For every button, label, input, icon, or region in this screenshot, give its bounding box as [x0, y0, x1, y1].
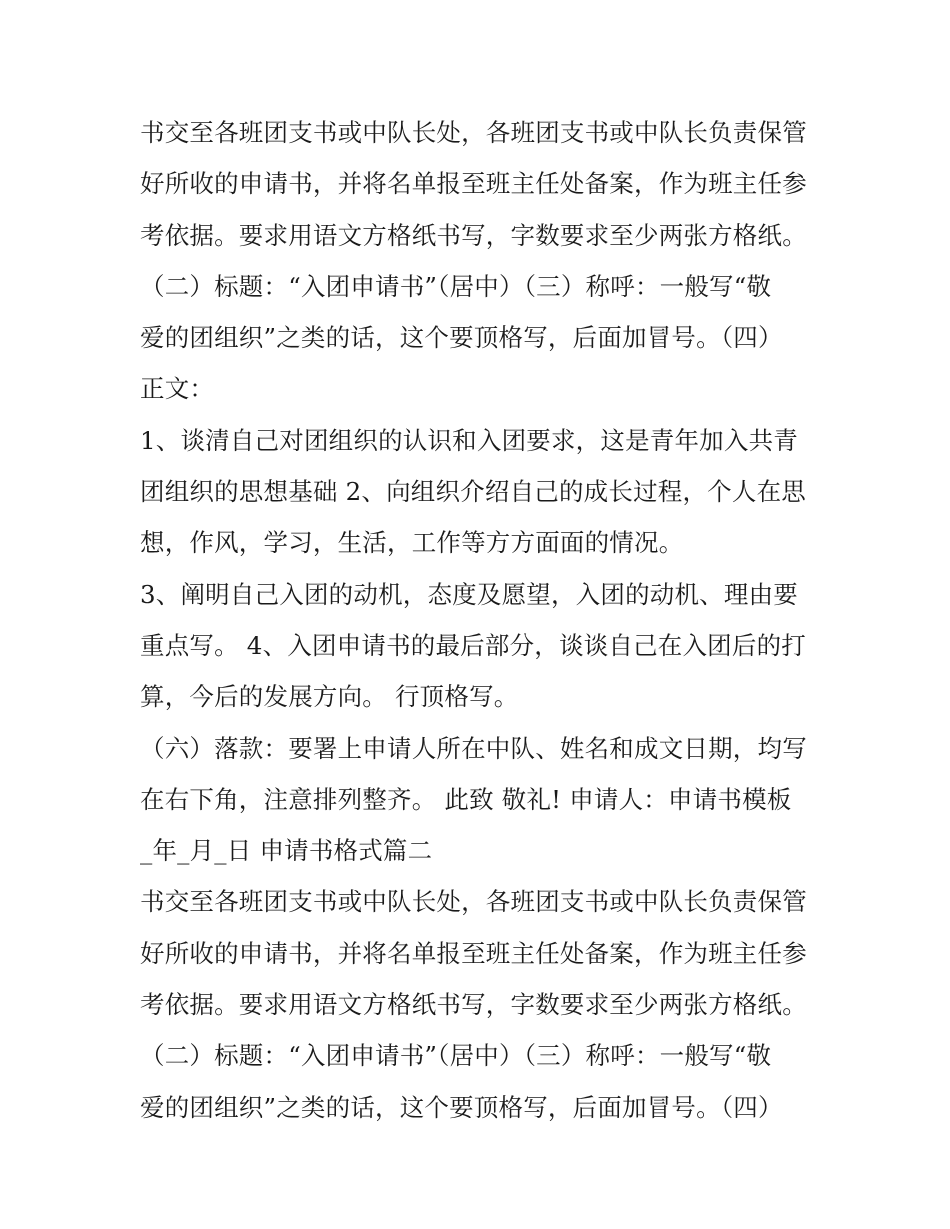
- text-line-3: 考依据。要求用语文方格纸书写，字数要求至少两张方格纸。: [140, 220, 807, 250]
- text-line-9: 想，作风，学习，生活，工作等方方面面的情况。: [140, 528, 684, 558]
- text-line-10: 3、阐明自己入团的动机，态度及愿望，入团的动机、理由要: [140, 579, 798, 609]
- text-line-6: 正文：: [140, 374, 215, 404]
- text-line-2: 好所收的申请书，并将名单报至班主任处备案，作为班主任参: [140, 169, 807, 199]
- text-line-5: 爱的团组织”之类的话，这个要顶格写，后面加冒号。（四）: [140, 323, 783, 353]
- text-line-17: 好所收的申请书，并将名单报至班主任处备案，作为班主任参: [140, 938, 807, 968]
- text-line-12: 算，今后的发展方向。 行顶格写。: [140, 682, 519, 712]
- text-line-19: （二）标题：“入团申请书”（居中）（三）称呼：一般写“敬: [140, 1041, 772, 1071]
- text-line-15: _年_月_日 申请书格式篇二: [140, 836, 433, 866]
- text-line-13: （六）落款：要署上申请人所在中队、姓名和成文日期，均写: [140, 733, 807, 763]
- document-body: [140, 107, 820, 1133]
- text-line-14: 在右下角，注意排列整齐。 此致 敬礼! 申请人：申请书模板: [140, 784, 792, 814]
- text-line-18: 考依据。要求用语文方格纸书写，字数要求至少两张方格纸。: [140, 990, 807, 1020]
- text-line-16: 书交至各班团支书或中队长处，各班团支书或中队长负责保管: [140, 887, 807, 917]
- text-line-7: 1、谈清自己对团组织的认识和入团要求，这是青年加入共青: [140, 425, 798, 455]
- text-line-20: 爱的团组织”之类的话，这个要顶格写，后面加冒号。（四）: [140, 1092, 783, 1122]
- text-line-4: （二）标题：“入团申请书”（居中）（三）称呼：一般写“敬: [140, 271, 772, 301]
- text-line-8: 团组织的思想基础 2、向组织介绍自己的成长过程，个人在思: [140, 477, 806, 507]
- text-line-11: 重点写。 4、入团申请书的最后部分，谈谈自己在入团后的打: [140, 630, 806, 660]
- text-line-1: 书交至各班团支书或中队长处，各班团支书或中队长负责保管: [140, 118, 807, 147]
